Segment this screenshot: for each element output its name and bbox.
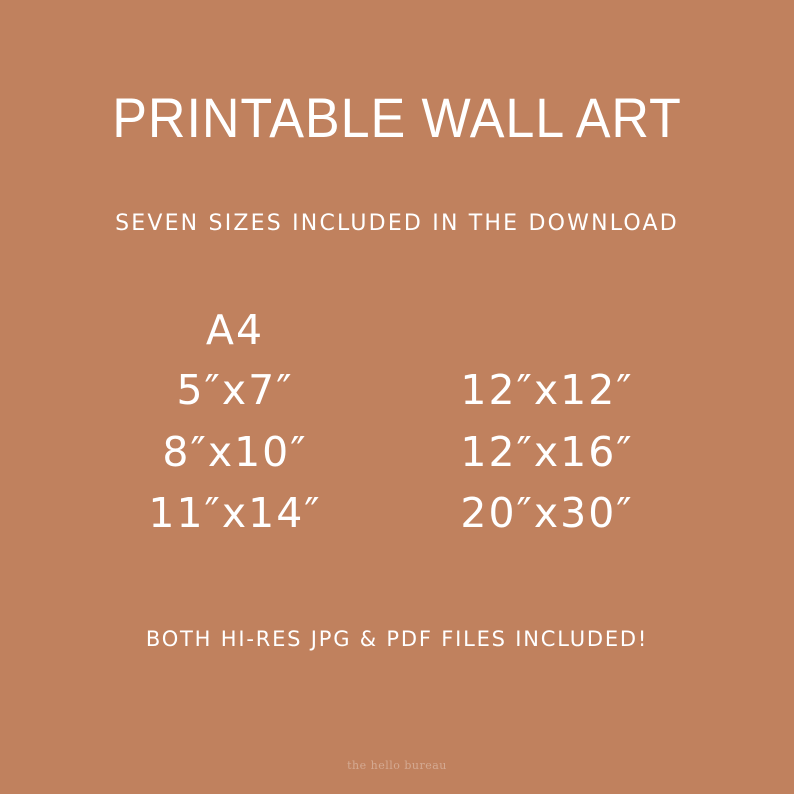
size-label-12x12: 12″x12″ [460,366,634,414]
size-label-20x30: 20″x30″ [460,489,634,537]
size-label-a4: A4 [205,306,265,354]
size-label-11x14: 11″x14″ [148,489,322,537]
size-label-8x10: 8″x10″ [162,428,308,476]
size-label-12x16: 12″x16″ [460,428,634,476]
subtitle: SEVEN SIZES INCLUDED IN THE DOWNLOAD [115,211,679,236]
file-types-note: BOTH HI-RES JPG & PDF FILES INCLUDED! [145,627,649,651]
page-title: PRINTABLE WALL ART [112,86,682,149]
brand-watermark: the hello bureau [347,759,447,772]
size-label-5x7: 5″x7″ [176,366,294,414]
